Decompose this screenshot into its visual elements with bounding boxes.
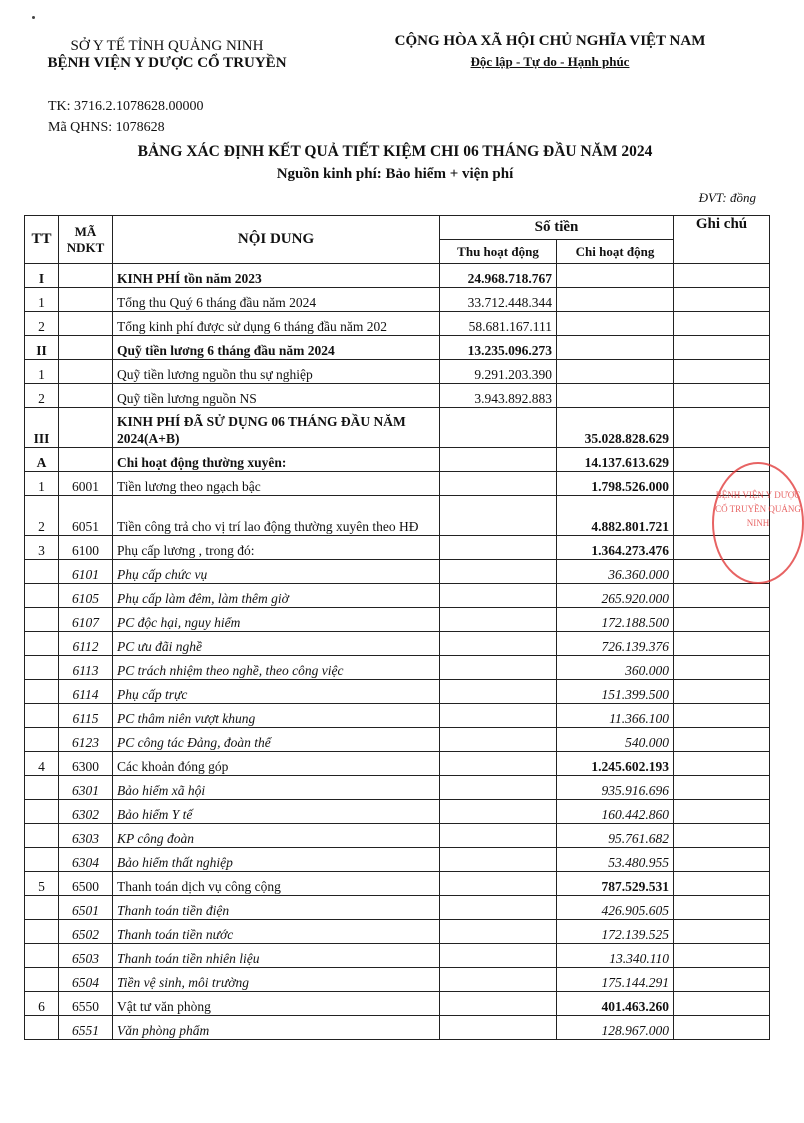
row-tt: 1 bbox=[25, 472, 59, 496]
table-row bbox=[25, 800, 770, 824]
row-thu bbox=[440, 680, 557, 704]
row-thu bbox=[440, 472, 557, 496]
row-chi: 265.920.000 bbox=[557, 584, 674, 608]
row-thu bbox=[440, 824, 557, 848]
row-content: Bảo hiểm Y tế bbox=[113, 800, 440, 824]
table-row bbox=[25, 728, 770, 752]
row-note bbox=[674, 656, 770, 680]
row-note bbox=[674, 800, 770, 824]
row-content: Bảo hiểm thất nghiệp bbox=[113, 848, 440, 872]
qhns-code: Mã QHNS: 1078628 bbox=[48, 120, 165, 135]
table-row bbox=[25, 288, 770, 312]
row-content: Phụ cấp trực bbox=[113, 680, 440, 704]
row-content: Tổng kinh phí được sử dụng 6 tháng đầu năm 202 bbox=[113, 312, 440, 336]
row-chi bbox=[557, 264, 674, 288]
row-content: Phụ cấp làm đêm, làm thêm giờ bbox=[113, 584, 440, 608]
row-note bbox=[674, 872, 770, 896]
row-tt: 2 bbox=[25, 496, 59, 536]
table-row bbox=[25, 560, 770, 584]
table-row bbox=[25, 920, 770, 944]
stamp-text: BỆNH VIỆN Y DƯỢC CỔ TRUYỀN QUẢNG NINH bbox=[715, 490, 801, 528]
row-content: Quỹ tiền lương nguồn thu sự nghiệp bbox=[113, 360, 440, 384]
row-chi: 1.798.526.000 bbox=[557, 472, 674, 496]
row-tt: III bbox=[25, 408, 59, 448]
row-note bbox=[674, 1016, 770, 1040]
table-row bbox=[25, 896, 770, 920]
row-thu bbox=[440, 448, 557, 472]
table-row bbox=[25, 608, 770, 632]
row-tt bbox=[25, 608, 59, 632]
table-row bbox=[25, 776, 770, 800]
row-chi bbox=[557, 288, 674, 312]
row-tt bbox=[25, 800, 59, 824]
row-thu bbox=[440, 536, 557, 560]
row-thu bbox=[440, 584, 557, 608]
row-code bbox=[59, 360, 113, 384]
row-code: 6105 bbox=[59, 584, 113, 608]
table-row bbox=[25, 752, 770, 776]
row-content: PC trách nhiệm theo nghề, theo công việc bbox=[113, 656, 440, 680]
row-tt bbox=[25, 632, 59, 656]
account-number: TK: 3716.2.1078628.00000 bbox=[48, 99, 204, 114]
row-chi: 540.000 bbox=[557, 728, 674, 752]
row-tt bbox=[25, 848, 59, 872]
table-row bbox=[25, 472, 770, 496]
row-chi: 95.761.682 bbox=[557, 824, 674, 848]
row-tt bbox=[25, 704, 59, 728]
col-ma-line2: NDKT bbox=[66, 239, 105, 255]
row-chi: 4.882.801.721 bbox=[557, 496, 674, 536]
row-chi: 426.905.605 bbox=[557, 896, 674, 920]
row-code: 6502 bbox=[59, 920, 113, 944]
row-tt bbox=[25, 656, 59, 680]
table-row bbox=[25, 992, 770, 1016]
row-code: 6302 bbox=[59, 800, 113, 824]
row-chi bbox=[557, 312, 674, 336]
table-row bbox=[25, 656, 770, 680]
row-content: Tiền lương theo ngạch bậc bbox=[113, 472, 440, 496]
row-chi: 172.188.500 bbox=[557, 608, 674, 632]
row-content: Các khoản đóng góp bbox=[113, 752, 440, 776]
row-tt: A bbox=[25, 448, 59, 472]
row-chi: 172.139.525 bbox=[557, 920, 674, 944]
row-tt: I bbox=[25, 264, 59, 288]
row-code: 6303 bbox=[59, 824, 113, 848]
row-thu bbox=[440, 408, 557, 448]
row-thu: 9.291.203.390 bbox=[440, 360, 557, 384]
row-thu bbox=[440, 752, 557, 776]
row-thu bbox=[440, 496, 557, 536]
row-thu bbox=[440, 968, 557, 992]
row-thu bbox=[440, 656, 557, 680]
row-thu: 24.968.718.767 bbox=[440, 264, 557, 288]
row-tt: II bbox=[25, 336, 59, 360]
table-row bbox=[25, 704, 770, 728]
document-subtitle: Nguồn kinh phí: Bảo hiểm + viện phí bbox=[276, 166, 514, 182]
row-thu bbox=[440, 560, 557, 584]
row-tt: 6 bbox=[25, 992, 59, 1016]
table-row bbox=[25, 448, 770, 472]
row-thu bbox=[440, 872, 557, 896]
col-ma-line1: MÃ bbox=[74, 223, 97, 239]
row-code: 6114 bbox=[59, 680, 113, 704]
row-code bbox=[59, 336, 113, 360]
table-row bbox=[25, 872, 770, 896]
table-row bbox=[25, 680, 770, 704]
row-tt bbox=[25, 680, 59, 704]
red-seal-stamp bbox=[712, 462, 804, 584]
row-note bbox=[674, 288, 770, 312]
table-row bbox=[25, 1016, 770, 1040]
row-content: PC độc hại, nguy hiểm bbox=[113, 608, 440, 632]
row-content: PC thâm niên vượt khung bbox=[113, 704, 440, 728]
row-chi: 726.139.376 bbox=[557, 632, 674, 656]
table-row bbox=[25, 408, 770, 448]
row-tt bbox=[25, 776, 59, 800]
row-note bbox=[674, 608, 770, 632]
row-thu bbox=[440, 920, 557, 944]
row-chi: 53.480.955 bbox=[557, 848, 674, 872]
row-code: 6304 bbox=[59, 848, 113, 872]
row-note bbox=[674, 336, 770, 360]
row-note bbox=[674, 968, 770, 992]
row-content: Thanh toán tiền nước bbox=[113, 920, 440, 944]
nation-header bbox=[360, 33, 740, 70]
row-chi: 151.399.500 bbox=[557, 680, 674, 704]
row-content: Phụ cấp lương , trong đó: bbox=[113, 536, 440, 560]
row-note bbox=[674, 728, 770, 752]
row-note bbox=[674, 384, 770, 408]
row-note bbox=[674, 776, 770, 800]
row-code: 6500 bbox=[59, 872, 113, 896]
col-thu: Thu hoạt động bbox=[440, 240, 557, 264]
row-tt bbox=[25, 920, 59, 944]
row-code: 6551 bbox=[59, 1016, 113, 1040]
row-code bbox=[59, 384, 113, 408]
table-row bbox=[25, 360, 770, 384]
row-thu: 58.681.167.111 bbox=[440, 312, 557, 336]
row-chi: 128.967.000 bbox=[557, 1016, 674, 1040]
row-thu bbox=[440, 992, 557, 1016]
row-code: 6100 bbox=[59, 536, 113, 560]
row-thu bbox=[440, 632, 557, 656]
savings-table bbox=[24, 215, 770, 1040]
row-chi: 1.245.602.193 bbox=[557, 752, 674, 776]
row-note bbox=[674, 848, 770, 872]
row-content: Thanh toán dịch vụ công cộng bbox=[113, 872, 440, 896]
col-tt: TT bbox=[25, 216, 59, 264]
row-chi: 160.442.860 bbox=[557, 800, 674, 824]
table-body bbox=[25, 264, 770, 1040]
row-content: KP công đoàn bbox=[113, 824, 440, 848]
row-note bbox=[674, 920, 770, 944]
org-line1: SỞ Y TẾ TỈNH QUẢNG NINH bbox=[70, 38, 264, 54]
row-code bbox=[59, 448, 113, 472]
row-tt: 3 bbox=[25, 536, 59, 560]
row-thu: 33.712.448.344 bbox=[440, 288, 557, 312]
row-note bbox=[674, 360, 770, 384]
row-content: Tiền vệ sinh, môi trường bbox=[113, 968, 440, 992]
table-row bbox=[25, 496, 770, 536]
row-code: 6503 bbox=[59, 944, 113, 968]
col-ghi-chu: Ghi chú bbox=[674, 216, 770, 264]
row-tt bbox=[25, 728, 59, 752]
row-note bbox=[674, 824, 770, 848]
row-thu bbox=[440, 728, 557, 752]
row-thu bbox=[440, 776, 557, 800]
nation-line1: CỘNG HÒA XÃ HỘI CHỦ NGHĨA VIỆT NAM bbox=[394, 33, 706, 49]
row-code bbox=[59, 408, 113, 448]
row-note bbox=[674, 704, 770, 728]
row-thu bbox=[440, 704, 557, 728]
row-tt: 2 bbox=[25, 384, 59, 408]
row-content: Chi hoạt động thường xuyên: bbox=[113, 448, 440, 472]
row-tt bbox=[25, 968, 59, 992]
col-noi-dung: NỘI DUNG bbox=[113, 216, 440, 264]
scan-speck bbox=[32, 16, 35, 19]
row-note bbox=[674, 264, 770, 288]
row-chi bbox=[557, 360, 674, 384]
row-content: Vật tư văn phòng bbox=[113, 992, 440, 1016]
row-note bbox=[674, 680, 770, 704]
row-content: PC ưu đãi nghề bbox=[113, 632, 440, 656]
row-code: 6550 bbox=[59, 992, 113, 1016]
row-content: KINH PHÍ tồn năm 2023 bbox=[113, 264, 440, 288]
nation-line2: Độc lập - Tự do - Hạnh phúc bbox=[470, 54, 630, 69]
row-chi: 787.529.531 bbox=[557, 872, 674, 896]
row-tt: 2 bbox=[25, 312, 59, 336]
table-row bbox=[25, 384, 770, 408]
row-chi: 36.360.000 bbox=[557, 560, 674, 584]
table-row bbox=[25, 536, 770, 560]
row-thu bbox=[440, 1016, 557, 1040]
row-chi: 401.463.260 bbox=[557, 992, 674, 1016]
row-code: 6504 bbox=[59, 968, 113, 992]
row-code: 6107 bbox=[59, 608, 113, 632]
row-note bbox=[674, 944, 770, 968]
row-note bbox=[674, 752, 770, 776]
row-code: 6501 bbox=[59, 896, 113, 920]
row-chi: 13.340.110 bbox=[557, 944, 674, 968]
col-chi: Chi hoạt động bbox=[557, 240, 674, 264]
row-tt: 5 bbox=[25, 872, 59, 896]
row-chi: 35.028.828.629 bbox=[557, 408, 674, 448]
row-tt bbox=[25, 560, 59, 584]
row-chi: 360.000 bbox=[557, 656, 674, 680]
row-code: 6112 bbox=[59, 632, 113, 656]
table-row bbox=[25, 312, 770, 336]
row-content: Quỹ tiền lương 6 tháng đầu năm 2024 bbox=[113, 336, 440, 360]
table-row bbox=[25, 824, 770, 848]
row-content: Thanh toán tiền điện bbox=[113, 896, 440, 920]
row-content: Bảo hiểm xã hội bbox=[113, 776, 440, 800]
row-chi: 935.916.696 bbox=[557, 776, 674, 800]
row-note bbox=[674, 632, 770, 656]
row-content: KINH PHÍ ĐÃ SỬ DỤNG 06 THÁNG ĐẦU NĂM 2024(A+B) bbox=[113, 408, 440, 448]
table-row bbox=[25, 264, 770, 288]
table-row bbox=[25, 968, 770, 992]
row-tt bbox=[25, 824, 59, 848]
row-code: 6051 bbox=[59, 496, 113, 536]
row-content: Văn phòng phẩm bbox=[113, 1016, 440, 1040]
col-so-tien: Số tiền bbox=[440, 216, 674, 240]
row-content: Phụ cấp chức vụ bbox=[113, 560, 440, 584]
row-note bbox=[674, 408, 770, 448]
row-chi: 14.137.613.629 bbox=[557, 448, 674, 472]
organization-header bbox=[22, 38, 312, 72]
col-ma bbox=[59, 216, 113, 264]
table-row bbox=[25, 336, 770, 360]
table-row bbox=[25, 848, 770, 872]
row-thu: 3.943.892.883 bbox=[440, 384, 557, 408]
row-content: PC công tác Đảng, đoàn thể bbox=[113, 728, 440, 752]
row-note bbox=[674, 992, 770, 1016]
row-code: 6101 bbox=[59, 560, 113, 584]
table-row bbox=[25, 944, 770, 968]
document-title: BẢNG XÁC ĐỊNH KẾT QUẢ TIẾT KIỆM CHI 06 THÁNG ĐẦU NĂM 2024 bbox=[137, 143, 653, 160]
row-content: Tổng thu Quý 6 tháng đầu năm 2024 bbox=[113, 288, 440, 312]
account-info bbox=[48, 96, 204, 138]
row-tt bbox=[25, 584, 59, 608]
row-code bbox=[59, 264, 113, 288]
row-code: 6113 bbox=[59, 656, 113, 680]
row-tt bbox=[25, 944, 59, 968]
row-chi: 11.366.100 bbox=[557, 704, 674, 728]
row-content: Quỹ tiền lương nguồn NS bbox=[113, 384, 440, 408]
org-line2: BỆNH VIỆN Y DƯỢC CỔ TRUYỀN bbox=[47, 55, 287, 71]
row-thu bbox=[440, 608, 557, 632]
row-tt: 1 bbox=[25, 288, 59, 312]
row-tt bbox=[25, 1016, 59, 1040]
row-chi: 1.364.273.476 bbox=[557, 536, 674, 560]
row-tt: 4 bbox=[25, 752, 59, 776]
row-thu bbox=[440, 800, 557, 824]
row-tt bbox=[25, 896, 59, 920]
table-row bbox=[25, 632, 770, 656]
row-note bbox=[674, 584, 770, 608]
table-row bbox=[25, 584, 770, 608]
row-content: Thanh toán tiền nhiên liệu bbox=[113, 944, 440, 968]
row-thu bbox=[440, 848, 557, 872]
row-note bbox=[674, 312, 770, 336]
row-code: 6001 bbox=[59, 472, 113, 496]
row-code bbox=[59, 312, 113, 336]
row-code: 6115 bbox=[59, 704, 113, 728]
row-thu bbox=[440, 896, 557, 920]
row-code: 6301 bbox=[59, 776, 113, 800]
row-code: 6300 bbox=[59, 752, 113, 776]
row-thu: 13.235.096.273 bbox=[440, 336, 557, 360]
row-code: 6123 bbox=[59, 728, 113, 752]
row-chi bbox=[557, 384, 674, 408]
row-chi bbox=[557, 336, 674, 360]
row-thu bbox=[440, 944, 557, 968]
row-code bbox=[59, 288, 113, 312]
row-tt: 1 bbox=[25, 360, 59, 384]
row-chi: 175.144.291 bbox=[557, 968, 674, 992]
row-content: Tiền công trả cho vị trí lao động thường xuyên theo HĐ bbox=[113, 496, 440, 536]
unit-label: ĐVT: đồng bbox=[698, 190, 756, 205]
row-note bbox=[674, 896, 770, 920]
